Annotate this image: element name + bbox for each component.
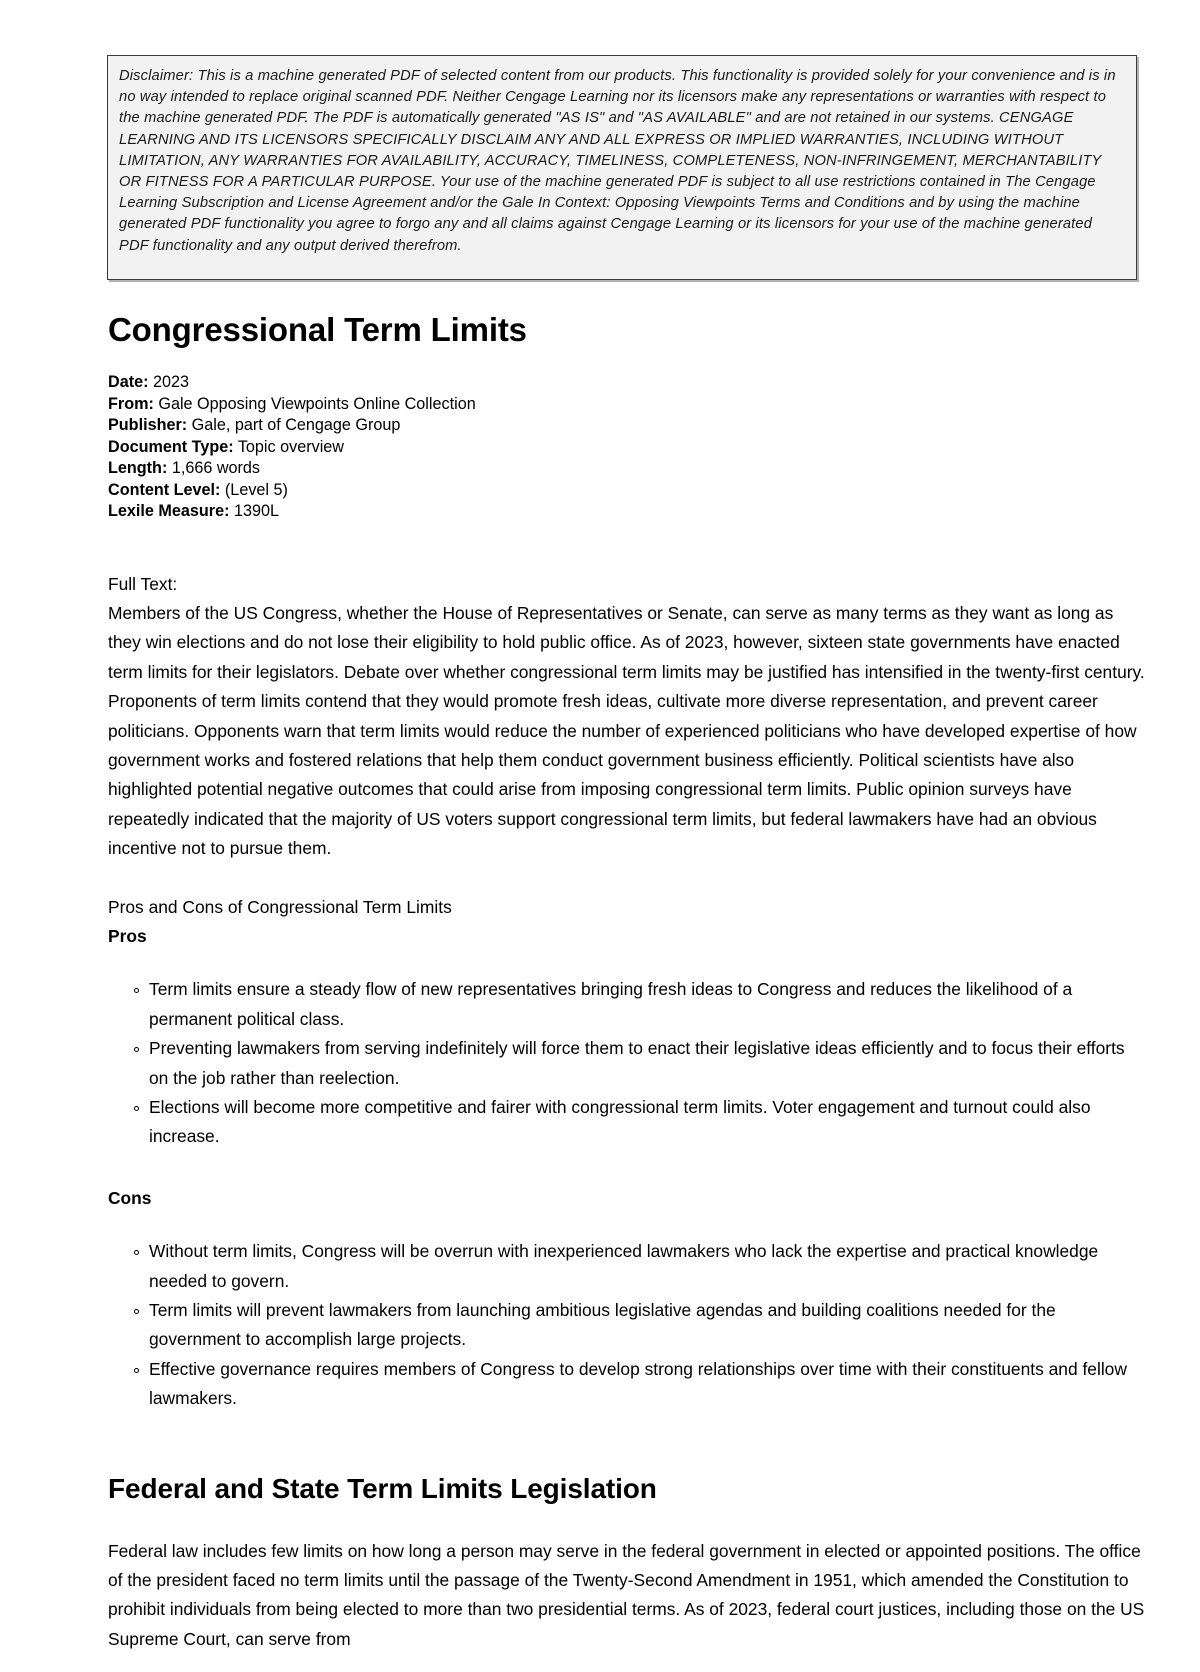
- list-item-text: Without term limits, Congress will be overrun with inexperienced lawmakers who lack the expertise and practical knowledge needed to govern.: [149, 1241, 1099, 1291]
- list-item: [108, 1355, 1146, 1414]
- pros-cons-intro: Pros and Cons of Congressional Term Limits: [108, 896, 452, 917]
- metadata-row-lexile-measure: [108, 501, 1146, 523]
- section-heading-federal-and-state-term-limits-legislation: Federal and State Term Limits Legislation: [108, 1472, 657, 1504]
- metadata-label: Content Level:: [108, 480, 221, 499]
- list-item: [108, 1034, 1146, 1093]
- list-item-text: Elections will become more competitive and fairer with congressional term limits. Voter engagement and turnout could also increase.: [149, 1097, 1091, 1147]
- section-paragraph: Federal law includes few limits on how long a person may serve in the federal government in elected or appointed positions. The office of the president faced no term limits until the passage of the Twenty-Second Amendment in 1951, which amended the Constitution to prohibit individuals from being elected to more than two presidential terms. As of 2023, federal court justices, including those on the US Supreme Court, can serve from: [108, 1540, 1145, 1649]
- opening-paragraph: Members of the US Congress, whether the House of Representatives or Senate, can serve as many terms as they want as long as they win elections and do not lose their eligibility to hold public office. As of 2023, however, sixteen state governments have enacted term limits for their legislators. Debate over whether congressional term limits may be justified has intensified in the twenty-first century. Proponents of term limits contend that they would promote fresh ideas, cultivate more diverse representation, and prevent career politicians. Opponents warn that term limits would reduce the number of experienced politicians who have developed expertise of how government works and fostered relations that help them conduct government business efficiently. Political scientists have also highlighted potential negative outcomes that could arise from imposing congressional term limits. Public opinion surveys have repeatedly indicated that the majority of US voters support congressional term limits, but federal lawmakers have had an obvious incentive not to pursue them.: [108, 602, 1145, 859]
- list-item: [108, 1093, 1146, 1152]
- metadata-row-publisher: [108, 415, 1146, 437]
- hollow-circle-bullet-icon: [134, 1296, 141, 1303]
- full-text-section: [108, 570, 1146, 864]
- metadata-row-from: [108, 394, 1146, 416]
- metadata-label: Lexile Measure:: [108, 502, 230, 520]
- metadata-label: Document Type:: [108, 437, 234, 456]
- disclaimer-text: Disclaimer: This is a machine generated PDF of selected content from our products. This functionality is provided solely for your convenience and is in no way intended to replace original scanned PDF. Neither Cengage Learning nor its licensors make any representations or warranties with respect to the machine generated PDF. The PDF is automatically generated "AS IS" and "AS AVAILABLE" and are not retained in our systems. CENGAGE LEARNING AND ITS LICENSORS SPECIFICALLY DISCLAIM ANY AND ALL EXPRESS OR IMPLIED WARRANTIES, INCLUDING WITHOUT LIMITATION, ANY WARRANTIES FOR AVAILABILITY, ACCURACY, TIMELINESS, COMPLETENESS, NON-INFRINGEMENT, MERCHANTABILITY OR FITNESS FOR A PARTICULAR PURPOSE. Your use of the machine generated PDF is subject to all use restrictions contained in The Cengage Learning Subscription and License Agreement and/or the Gale In Context: Opposing Viewpoints Terms and Conditions and by using the machine generated PDF functionality you agree to forgo any and all claims against Cengage Learning or its licensors for your use of the machine generated PDF functionality and any output derived therefrom.: [119, 68, 1116, 254]
- metadata-label: Date:: [108, 373, 149, 391]
- list-item-text: Term limits will prevent lawmakers from launching ambitious legislative agendas and building coalitions needed for the government to accomplish large projects.: [149, 1300, 1056, 1350]
- metadata-value: 1,666 words: [167, 459, 261, 477]
- document-content: [108, 310, 1146, 1672]
- list-item-text: Preventing lawmakers from serving indefinitely will force them to enact their legislative ideas efficiently and to focus their efforts on the job rather than reelection.: [149, 1038, 1125, 1088]
- list-item-text: Effective governance requires members of Congress to develop strong relationships over time with their constituents and fellow lawmakers.: [149, 1358, 1127, 1409]
- metadata-value: (Level 5): [220, 480, 288, 499]
- hollow-circle-bullet-icon: [134, 1237, 141, 1244]
- page-title: Congressional Term Limits: [108, 311, 527, 348]
- metadata-row-date: [108, 372, 1146, 394]
- list-item: [108, 1237, 1146, 1296]
- cons-list: [108, 1237, 1146, 1413]
- metadata-label: From:: [108, 394, 154, 413]
- hollow-circle-bullet-icon: [134, 1093, 141, 1100]
- disclaimer-box: [107, 55, 1137, 280]
- cons-heading: Cons: [108, 1187, 152, 1208]
- full-text-label: Full Text:: [108, 573, 178, 594]
- metadata-value: Gale Opposing Viewpoints Online Collection: [153, 394, 476, 413]
- metadata-value: 1390L: [229, 502, 279, 520]
- metadata-row-content-level: [108, 480, 1146, 502]
- metadata-label: Publisher:: [108, 416, 188, 434]
- metadata-value: Gale, part of Cengage Group: [187, 416, 401, 434]
- pros-list: [108, 975, 1146, 1151]
- metadata-row-document-type: [108, 437, 1146, 459]
- metadata-value: 2023: [148, 373, 189, 391]
- metadata-value: Topic overview: [233, 437, 344, 456]
- metadata-row-length: [108, 458, 1146, 480]
- document-metadata: [108, 372, 1146, 523]
- hollow-circle-bullet-icon: [134, 975, 141, 982]
- pros-heading: Pros: [108, 925, 147, 946]
- hollow-circle-bullet-icon: [134, 1355, 141, 1362]
- hollow-circle-bullet-icon: [134, 1034, 141, 1041]
- metadata-label: Length:: [108, 459, 168, 477]
- list-item: [108, 1296, 1146, 1355]
- list-item-text: Term limits ensure a steady flow of new representatives bringing fresh ideas to Congress and reduces the likelihood of a permanent political class.: [149, 979, 1073, 1029]
- list-item: [108, 975, 1146, 1034]
